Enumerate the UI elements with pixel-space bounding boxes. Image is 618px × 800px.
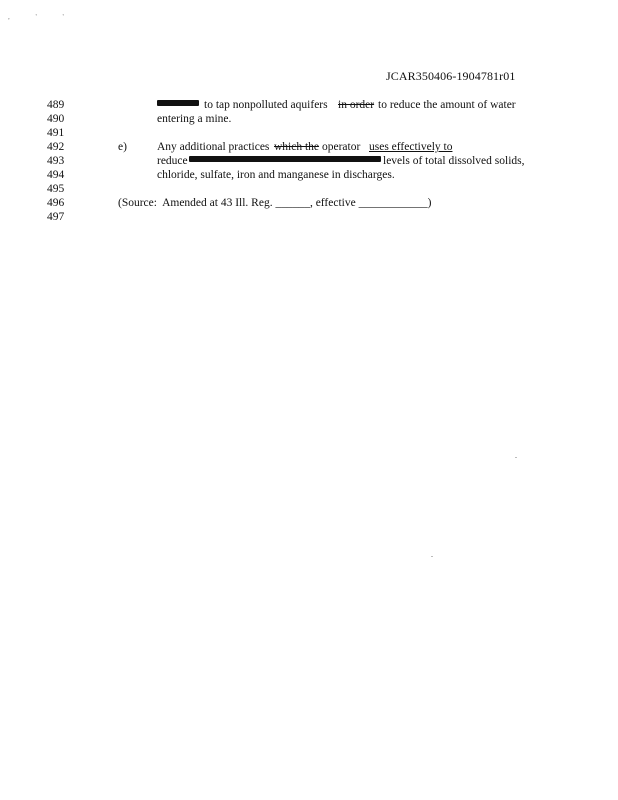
line-text: chloride, sulfate, iron and manganese in discharges. (157, 169, 395, 181)
line-text: levels of total dissolved solids, (383, 155, 525, 167)
underlined-text: uses effectively to (369, 141, 453, 153)
struck-text: in order (338, 99, 375, 111)
line-number: 494 (47, 169, 65, 181)
redacted-text (189, 154, 381, 168)
line-text: entering a mine. (157, 113, 232, 125)
line-text: reduce (157, 155, 188, 167)
line-number: 489 (47, 99, 65, 111)
scan-specks: , ' ' (8, 13, 76, 21)
list-marker: e) (118, 141, 127, 153)
line-number: 493 (47, 155, 65, 167)
line-number: 490 (47, 113, 65, 125)
line-text: to tap nonpolluted aquifers (204, 99, 328, 111)
struck-text: which the (274, 141, 320, 153)
redacted-text (157, 98, 199, 112)
source-note: (Source: Amended at 43 Ill. Reg. ______, effective ____________) (118, 197, 432, 209)
line-number: 491 (47, 127, 65, 139)
scan-dot (431, 556, 433, 557)
line-number: 496 (47, 197, 65, 209)
line-text: to reduce the amount of water (378, 99, 516, 111)
line-text: Any additional practices (157, 141, 270, 153)
line-number: 497 (47, 211, 65, 223)
line-text: operator (322, 141, 361, 153)
line-number: 495 (47, 183, 65, 195)
line-number: 492 (47, 141, 65, 153)
scan-dot (515, 457, 517, 458)
document-id: JCAR350406-1904781r01 (386, 69, 516, 83)
